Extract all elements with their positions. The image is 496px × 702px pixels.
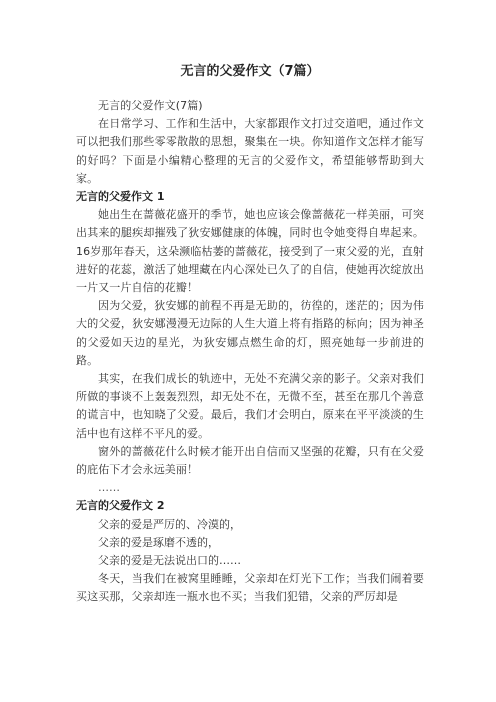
section-2-line-3: 父亲的爱是无法说出口的…… bbox=[98, 554, 241, 568]
document-title: 无言的父爱作文（7篇） bbox=[180, 64, 320, 79]
section-2-line-2: 父亲的爱是琢磨不透的， bbox=[98, 535, 219, 549]
section-1-paragraph-1: 她出生在蔷薇花盛开的季节，她也应该会像蔷薇花一样美丽，可突出其来的腿疾却摧残了狄安娜健康的体魄，同时也令她变得自卑起来。16岁那年春天，这朵濒临枯萎的蔷薇花，接受到了一束父爱的光，直射进好的花蕊，激活了她埋藏在内心深处已久了的自信，使她再次绽放出一片又一片自信的花瓣！ bbox=[76, 208, 424, 295]
intro-subtitle: 无言的父爱作文(7篇) bbox=[98, 99, 203, 112]
section-2-line-1: 父亲的爱是严厉的、冷漠的， bbox=[98, 517, 241, 531]
section-heading-2: 无言的父爱作文 2 bbox=[76, 499, 165, 513]
section-1-paragraph-2: 因为父爱，狄安娜的前程不再是无助的，彷徨的，迷茫的；因为伟大的父爱，狄安娜漫漫无边际的人生大道上将有指路的标向；因为神圣的父爱如天边的星光，为狄安娜点燃生命的灯，照亮她每一步前进的路。 bbox=[76, 299, 424, 367]
section-2-paragraph-1: 冬天，当我们在被窝里睡睡，父亲却在灯光下工作；当我们闹着要买这买那，父亲却连一瓶水也不买；当我们犯错，父亲的严厉却是 bbox=[76, 572, 424, 604]
section-1-paragraph-3: 其实，在我们成长的轨迹中，无处不充满父亲的影子。父亲对我们所做的事谈不上轰轰烈烈，却无处不在，无微不至，甚至在那几个善意的谎言中，也知晓了父爱。最后，我们才会明白，原来在平平淡淡的生活中也有这样不平凡的爱。 bbox=[76, 372, 424, 440]
section-1-ellipsis: …… bbox=[98, 481, 120, 495]
section-1-paragraph-4: 窗外的蔷薇花什么时候才能开出自信而又坚强的花瓣，只有在父爱的庇佑下才会永远美丽！ bbox=[76, 444, 424, 477]
section-heading-1: 无言的父爱作文 1 bbox=[76, 190, 165, 204]
intro-paragraph: 在日常学习、工作和生活中，大家都跟作文打过交道吧，通过作文可以把我们那些零零散散的思想，聚集在一块。你知道作文怎样才能写的好吗？下面是小编精心整理的无言的父爱作文，希望能够帮助到大家。 bbox=[76, 117, 424, 185]
